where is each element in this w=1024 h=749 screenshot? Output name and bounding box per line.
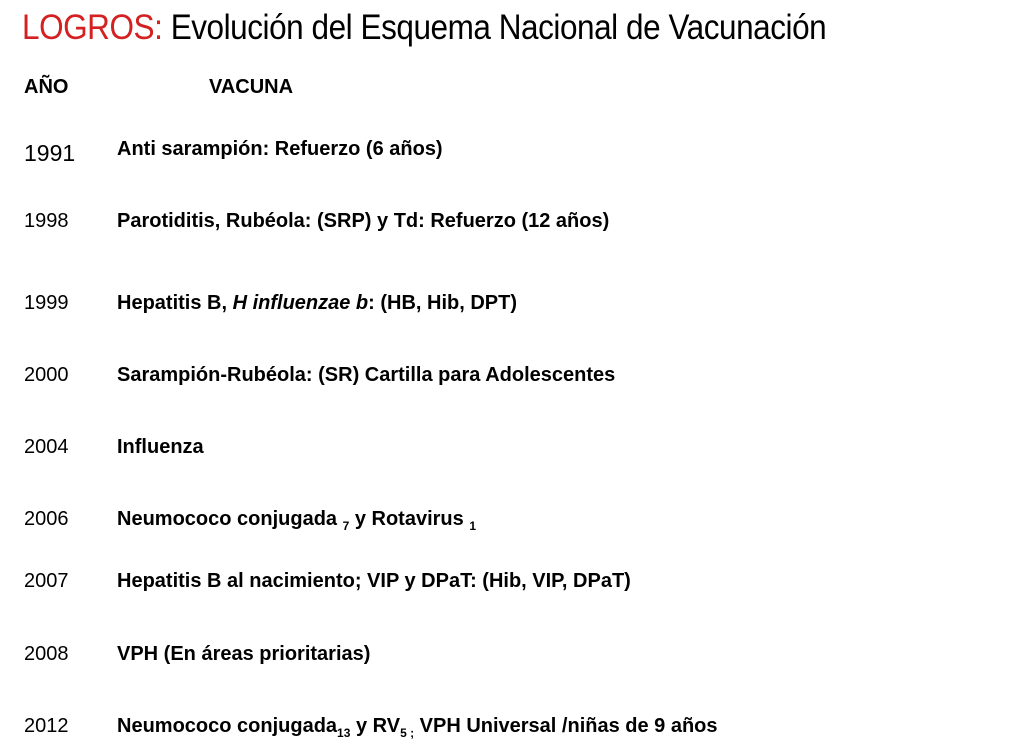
title-main: Evolución del Esquema Nacional de Vacunación	[162, 8, 827, 47]
row-vaccine-1998: Parotiditis, Rubéola: (SRP) y Td: Refuerzo (12 años)	[117, 210, 610, 232]
year-column-header: AÑO	[24, 76, 69, 98]
row-year-1998: 1998	[24, 210, 69, 232]
row-year-2012: 2012	[24, 715, 69, 737]
row-vaccine-2000: Sarampión-Rubéola: (SR) Cartilla para Adolescentes	[117, 364, 616, 386]
row-year-2004: 2004	[24, 436, 69, 458]
row-year-2008: 2008	[24, 643, 69, 665]
row-year-2007: 2007	[24, 570, 69, 592]
row-year-1991: 1991	[24, 140, 76, 166]
row-vaccine-2006: Neumococo conjugada $_7$ y Rotavirus $_1$	[117, 508, 477, 533]
row-vaccine-2004: Influenza	[117, 436, 204, 458]
row-vaccine-2008: VPH (En áreas prioritarias)	[117, 643, 371, 665]
row-vaccine-1999: Hepatitis B, H influenzae b: (HB, Hib, DPT)	[117, 292, 518, 314]
vaccine-column-header: VACUNA	[209, 76, 294, 98]
slide-title	[22, 8, 826, 48]
row-year-2006: 2006	[24, 508, 69, 530]
row-vaccine-2012: Neumococo conjugada$_{13}$ y $RV_{5 ;}$ VPH Universal /niñas de 9 años	[117, 715, 718, 740]
title-accent: LOGROS:	[22, 8, 163, 47]
row-vaccine-2007: Hepatitis B al nacimiento; VIP y DPaT: (Hib, VIP, DPaT)	[117, 570, 631, 592]
row-year-1999: 1999	[24, 292, 69, 314]
row-year-2000: 2000	[24, 364, 69, 386]
row-vaccine-1991: Anti sarampión: Refuerzo (6 años)	[117, 138, 443, 160]
